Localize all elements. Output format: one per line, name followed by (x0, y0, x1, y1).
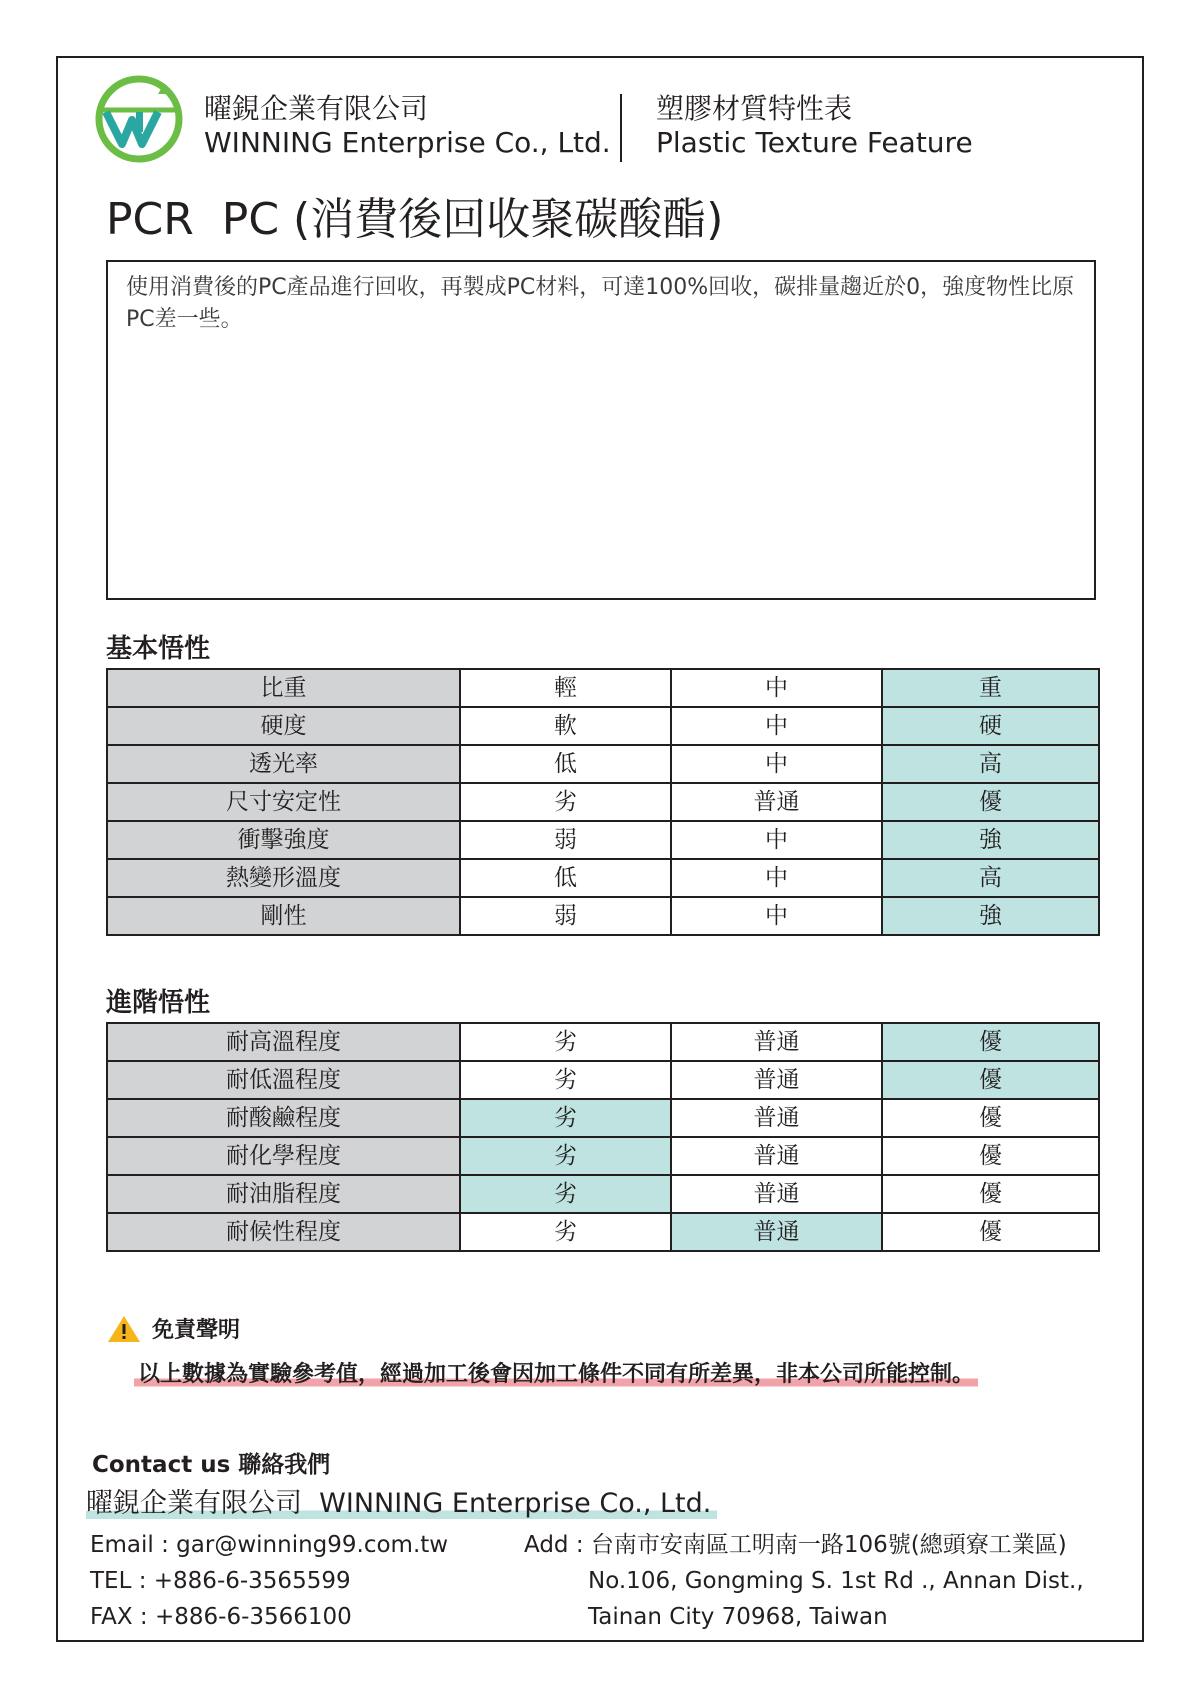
company-name (204, 92, 611, 160)
advanced-properties-title: 進階悟性 (106, 988, 211, 1018)
sheet-title (656, 92, 973, 160)
sheet-title-zh: 塑膠材質特性表 (656, 92, 853, 125)
property-row (107, 783, 1099, 821)
property-row (107, 859, 1099, 897)
property-row (107, 821, 1099, 859)
property-label: 透光率 (107, 745, 460, 783)
basic-properties-table (106, 668, 1100, 936)
property-label: 耐候性程度 (107, 1213, 460, 1251)
company-name-zh: 曜鋧企業有限公司 (204, 92, 429, 125)
rating-high: 優 (882, 1023, 1099, 1061)
rating-mid: 普通 (671, 783, 882, 821)
property-row (107, 745, 1099, 783)
rating-low: 弱 (460, 821, 671, 859)
property-label: 剛性 (107, 897, 460, 935)
rating-mid: 普通 (671, 1061, 882, 1099)
rating-high: 強 (882, 821, 1099, 859)
advanced-properties-table (106, 1022, 1100, 1252)
basic-properties-title: 基本悟性 (106, 634, 211, 664)
rating-high: 優 (882, 1061, 1099, 1099)
rating-low: 低 (460, 859, 671, 897)
rating-mid: 普通 (671, 1023, 882, 1061)
contact-title: Contact us 聯絡我們 (92, 1452, 331, 1478)
rating-high: 重 (882, 669, 1099, 707)
property-label: 比重 (107, 669, 460, 707)
rating-low: 劣 (460, 1061, 671, 1099)
property-label: 耐低溫程度 (107, 1061, 460, 1099)
contact-address-zh: Add : 台南市安南區工明南一路106號(總頭寮工業區) (524, 1532, 1067, 1558)
rating-high: 硬 (882, 707, 1099, 745)
rating-low: 劣 (460, 783, 671, 821)
rating-mid: 普通 (671, 1175, 882, 1213)
rating-mid: 中 (671, 859, 882, 897)
property-label: 熱變形溫度 (107, 859, 460, 897)
property-label: 耐化學程度 (107, 1137, 460, 1175)
property-row (107, 707, 1099, 745)
contact-fax: FAX : +886-6-3566100 (90, 1604, 352, 1630)
property-row (107, 1175, 1099, 1213)
rating-mid: 普通 (671, 1137, 882, 1175)
rating-mid: 中 (671, 669, 882, 707)
rating-low: 軟 (460, 707, 671, 745)
contact-company: 曜鋧企業有限公司 WINNING Enterprise Co., Ltd. (86, 1486, 717, 1522)
sheet-title-en: Plastic Texture Feature (656, 126, 973, 159)
contact-tel[interactable]: TEL : +886-6-3565599 (90, 1568, 351, 1594)
header-divider (620, 94, 622, 162)
rating-mid: 中 (671, 707, 882, 745)
rating-mid: 中 (671, 745, 882, 783)
property-row (107, 669, 1099, 707)
description-box (106, 260, 1096, 600)
contact-address-en-2: Tainan City 70968, Taiwan (588, 1604, 888, 1630)
description-text: 使用消費後的PC產品進行回收，再製成PC材料，可達100%回收，碳排量趨近於0，強度物性比原PC差一些。 (126, 275, 1075, 332)
property-row (107, 897, 1099, 935)
warning-icon (106, 1314, 142, 1344)
winning-logo (92, 72, 186, 166)
material-title: PCR PC (消費後回收聚碳酸酯) (106, 194, 724, 245)
rating-high: 優 (882, 783, 1099, 821)
rating-low: 劣 (460, 1137, 671, 1175)
rating-mid: 中 (671, 821, 882, 859)
property-label: 硬度 (107, 707, 460, 745)
rating-high: 優 (882, 1099, 1099, 1137)
property-label: 耐酸鹼程度 (107, 1099, 460, 1137)
property-row (107, 1137, 1099, 1175)
property-label: 尺寸安定性 (107, 783, 460, 821)
property-row (107, 1023, 1099, 1061)
rating-low: 劣 (460, 1175, 671, 1213)
rating-mid: 中 (671, 897, 882, 935)
property-row (107, 1099, 1099, 1137)
rating-mid: 普通 (671, 1099, 882, 1137)
rating-low: 弱 (460, 897, 671, 935)
rating-high: 優 (882, 1137, 1099, 1175)
rating-high: 優 (882, 1213, 1099, 1251)
rating-mid: 普通 (671, 1213, 882, 1251)
rating-low: 劣 (460, 1099, 671, 1137)
disclaimer-title: 免責聲明 (152, 1318, 241, 1343)
rating-high: 高 (882, 859, 1099, 897)
property-row (107, 1061, 1099, 1099)
property-row (107, 1213, 1099, 1251)
disclaimer-text: 以上數據為實驗參考值，經過加工後會因加工條件不同有所差異，非本公司所能控制。 (134, 1360, 978, 1390)
rating-low: 低 (460, 745, 671, 783)
contact-email[interactable]: Email : gar@winning99.com.tw (90, 1532, 449, 1558)
rating-low: 劣 (460, 1023, 671, 1061)
contact-address-en-1: No.106, Gongming S. 1st Rd ., Annan Dist., (588, 1568, 1084, 1594)
rating-low: 輕 (460, 669, 671, 707)
rating-high: 優 (882, 1175, 1099, 1213)
rating-high: 強 (882, 897, 1099, 935)
property-label: 衝擊強度 (107, 821, 460, 859)
rating-high: 高 (882, 745, 1099, 783)
company-name-en: WINNING Enterprise Co., Ltd. (204, 126, 611, 159)
disclaimer-header (106, 1313, 240, 1344)
rating-low: 劣 (460, 1213, 671, 1251)
property-label: 耐高溫程度 (107, 1023, 460, 1061)
property-label: 耐油脂程度 (107, 1175, 460, 1213)
